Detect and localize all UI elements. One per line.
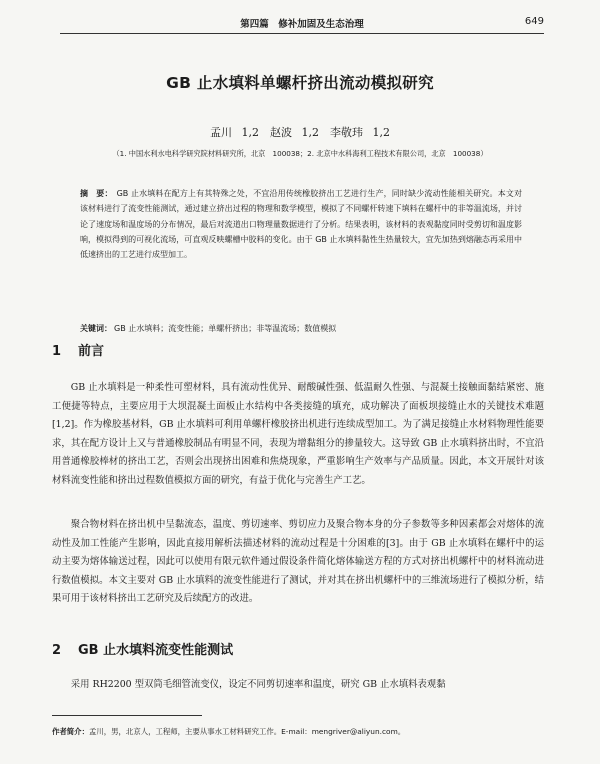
body-paragraph: 采用 RH2200 型双筒毛细管流变仪，设定不同剪切速率和温度，研究 GB 止水填料表观黏	[70, 679, 446, 690]
authors: 孟川 1,2 赵波 1,2 李敬玮 1,2	[210, 126, 390, 139]
page-number: 649	[524, 16, 544, 27]
section-heading-1	[52, 340, 104, 359]
section-title: 前言	[78, 344, 105, 359]
running-title: 第四篇 修补加固及生态治理	[240, 19, 364, 30]
keywords	[80, 323, 522, 334]
section-number: 1	[52, 344, 62, 359]
abstract	[80, 186, 522, 262]
section-heading-2	[52, 639, 233, 658]
footnote-label: 作者简介：	[52, 727, 89, 736]
running-head	[60, 16, 544, 30]
keywords-label: 关键词：	[80, 324, 112, 333]
abstract-label: 摘 要：	[80, 189, 113, 198]
footnote-text: 孟川，男，北京人，工程师，主要从事水工材料研究工作。E-mail：mengriver@aliyun.com。	[88, 727, 406, 736]
keywords-text: GB 止水填料；流变性能；单螺杆挤出；非等温流场；数值模拟	[114, 324, 337, 333]
author-footnote	[52, 726, 544, 737]
section-title: GB 止水填料流变性能测试	[78, 643, 234, 658]
abstract-text: GB 止水填料在配方上有其特殊之处，不宜沿用传统橡胶挤出工艺进行生产，同时缺少流动性能相关研究。本文对该材料进行了流变性能测试，通过建立挤出过程的物理和数学模型，模拟了不同螺杆转速下填料在螺杆中的非等温流场，并讨论了速度场和温度场的分布情况，最后对流道出口物理量数据进行了分析。结果表明，该材料的表观黏度同时受剪切和温度影响，模拟得到的可视化流场，可直观反映螺槽中胶料的变化。由于 GB 止水填料黏性生热量较大，宜先加热到熔融态再采用中低速挤出的工艺进行成型加工。	[80, 189, 523, 260]
footnote-rule	[52, 715, 202, 716]
section-number: 2	[52, 643, 62, 658]
paper-title: GB 止水填料单螺杆挤出流动模拟研究	[166, 74, 434, 92]
header-rule	[60, 33, 544, 34]
body-paragraph: 聚合物材料在挤出机中呈黏流态，温度、剪切速率、剪切应力及聚合物本身的分子参数等多种因素都会对熔体的流动性及加工性能产生影响，因此直接用解析法描述材料的流动过程是十分困难的[3]。由于 GB 止水填料在螺杆中的运动主要为熔体输送过程，因此可以使用有限元软件通过假设条件简化熔体输送方程的方式对挤出机螺杆中的材料流动进行数值模拟。本文主要对 GB 止水填料的流变性能进行了测试，并对其在挤出机螺杆中的三维流场进行了模拟分析，结果可用于该材料挤出工艺研究及后续配方的改进。	[52, 519, 544, 605]
body-paragraph: GB 止水填料是一种柔性可塑材料，具有流动性优异、耐酸碱性强、低温耐久性强、与混凝土接触面黏结紧密、施工便捷等特点，主要应用于大坝混凝土面板止水结构中各类接缝的填充，成功解决了面板坝接缝止水的关键技术难题[1,2]。作为橡胶基材料，GB 止水填料可利用单螺杆橡胶挤出机进行连续成型加工。为了满足接缝止水材料物理性能要求，其在配方设计上又与普通橡胶制品有明显不同，表现为增黏组分的掺量较大。这导致 GB 止水填料挤出时，不宜沿用普通橡胶棒材的挤出工艺，否则会出现挤出困难和焦烧现象，严重影响生产效率与产品质量。因此，本文开展针对该材料流变性能和挤出过程数值模拟方面的研究，有益于优化与完善生产工艺。	[52, 382, 544, 486]
affiliation: （1. 中国水利水电科学研究院材料研究所，北京 100038；2. 北京中水科海利工程技术有限公司，北京 100038）	[112, 149, 488, 158]
